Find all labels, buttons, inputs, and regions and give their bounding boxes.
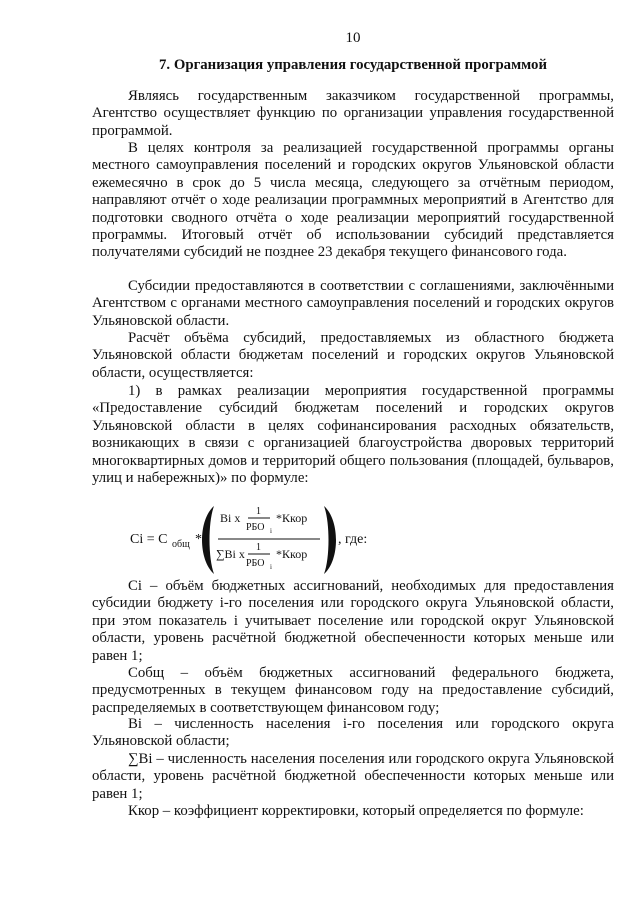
paragraph-3: Субсидии предоставляются в соответствии с соглашениями, заключёнными Агентством с органами местного самоуправления поселений и городских округов Ульяновской области. <box>92 278 614 329</box>
paragraph-2: В целях контроля за реализацией государственной программы органы местного самоуправления поселений и городских округов Ульяновской области ежемесячно в срок до 5 числа месяца, следующего за отчётным периодом, направляют отчёт о ходе реализации программных мероприятий в Агентство для подготовки сводного отчёта о ходе реализации мероприятий государственной программы. Итоговый отчёт об использовании субсидий представляется получателями субсидий не позднее 23 декабря текущего финансового года. <box>92 140 614 261</box>
paragraph-ci-definition: Ci – объём бюджетных ассигнований, необходимых для предоставления субсидии бюджету i-го поселения или городского округа Ульяновской области, при этом показатель i учитывает поселение или городской округ Ульяновской области, уровень расчётной бюджетной обеспеченности которых меньше или равен 1; <box>92 578 614 664</box>
numerator-bi: Bi x <box>220 511 241 525</box>
subsidy-formula <box>130 500 430 580</box>
denominator-sum-bi: ∑Bi x <box>216 547 245 561</box>
section-title: 7. Организация управления государственной программой <box>159 57 547 73</box>
denominator-kkor: *Ккор <box>276 547 308 561</box>
formula-multiply: * <box>195 532 202 547</box>
right-bracket <box>324 506 336 574</box>
denominator-rbo: РБО <box>246 558 265 569</box>
page-number: 10 <box>345 30 361 46</box>
paragraph-kkor-definition: Ккор – коэффициент корректировки, который определяется по формуле: <box>128 803 584 819</box>
formula-graphic <box>130 500 430 580</box>
paragraph-1: Являясь государственным заказчиком государственной программы, Агентство осуществляет функцию по организации управления государственной программой. <box>92 88 614 139</box>
paragraph-sum-bi-definition: ∑Bi – численность населения поселения или городского округа Ульяновской области, уровень расчётной бюджетной обеспеченности которых меньше или равен 1; <box>92 751 614 802</box>
formula-lhs: Ci = C <box>130 532 168 547</box>
paragraph-4: Расчёт объёма субсидий, предоставляемых из областного бюджета Ульяновской области бюджетам поселений и городских округов Ульяновской области, осуществляется: <box>92 330 614 381</box>
left-bracket <box>202 506 214 574</box>
paragraph-cobshch-definition: Cобщ – объём бюджетных ассигнований федерального бюджета, предусмотренных в текущем финансовом году на предоставление субсидий, распределяемых в соответствующем финансовом году; <box>92 665 614 716</box>
numerator-rbo-subscript: i <box>270 527 272 535</box>
denominator-one: 1 <box>256 542 261 553</box>
denominator-rbo-subscript: i <box>270 563 272 571</box>
numerator-one: 1 <box>256 506 261 517</box>
formula-lhs-subscript: общ <box>172 539 190 550</box>
formula-suffix: , где: <box>338 532 368 547</box>
paragraph-5: 1) в рамках реализации мероприятия государственной программы «Предоставление субсидий бюджетам поселений и городских округов Ульяновской области в целях софинансирования расходных обязательств, возникающих в связи с организацией благоустройства дворовых территорий многоквартирных домов и территорий общего пользования (площадей, бульваров, улиц и набережных)» по формуле: <box>92 383 614 487</box>
paragraph-bi-definition: Bi – численность населения i-го поселения или городского округа Ульяновской области; <box>92 716 614 750</box>
numerator-kkor: *Ккор <box>276 511 308 525</box>
numerator-rbo: РБО <box>246 522 265 533</box>
